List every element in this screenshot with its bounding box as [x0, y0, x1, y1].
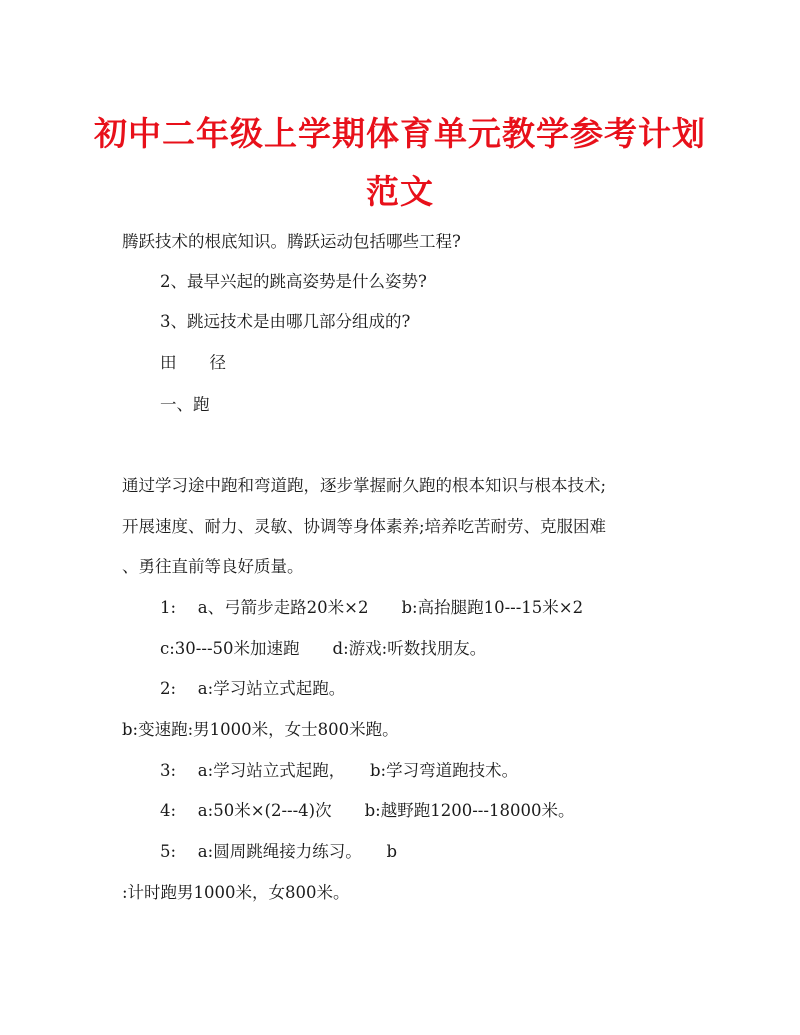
- body-line: 、勇往直前等良好质量。: [122, 557, 304, 576]
- body-line: 3、跳远技术是由哪几部分组成的?: [160, 312, 411, 331]
- section-heading: 田 径: [160, 353, 226, 372]
- body-line: 开展速度、耐力、灵敏、协调等身体素养;培养吃苦耐劳、克服困难: [122, 517, 607, 536]
- exercise-line: b:变速跑:男1000米，女士800米跑。: [122, 720, 399, 739]
- exercise-line: 5: a:圆周跳绳接力练习。 b: [160, 842, 398, 861]
- body-line: 通过学习途中跑和弯道跑，逐步掌握耐久跑的根本知识与根本技术;: [122, 476, 607, 495]
- body-line: 腾跃技术的根底知识。腾跃运动包括哪些工程?: [122, 232, 461, 251]
- body-line: 2、最早兴起的跳高姿势是什么姿势?: [160, 272, 427, 291]
- exercise-line: 2: a:学习站立式起跑。: [160, 679, 346, 698]
- document-title-line-1: 初中二年级上学期体育单元教学参考计划: [94, 114, 706, 153]
- exercise-line: :计时跑男1000米，女800米。: [122, 883, 350, 902]
- exercise-line: 1: a、弓箭步走路20米×2 b:高抬腿跑10---15米×2: [160, 598, 584, 617]
- exercise-line: c:30---50米加速跑 d:游戏:听数找朋友。: [160, 639, 487, 658]
- exercise-line: 3: a:学习站立式起跑， b:学习弯道跑技术。: [160, 761, 519, 780]
- exercise-line: 4: a:50米×(2---4)次 b:越野跑1200---18000米。: [160, 801, 575, 820]
- document-title-line-2: 范文: [366, 172, 434, 211]
- sub-heading: 一、跑: [160, 395, 210, 414]
